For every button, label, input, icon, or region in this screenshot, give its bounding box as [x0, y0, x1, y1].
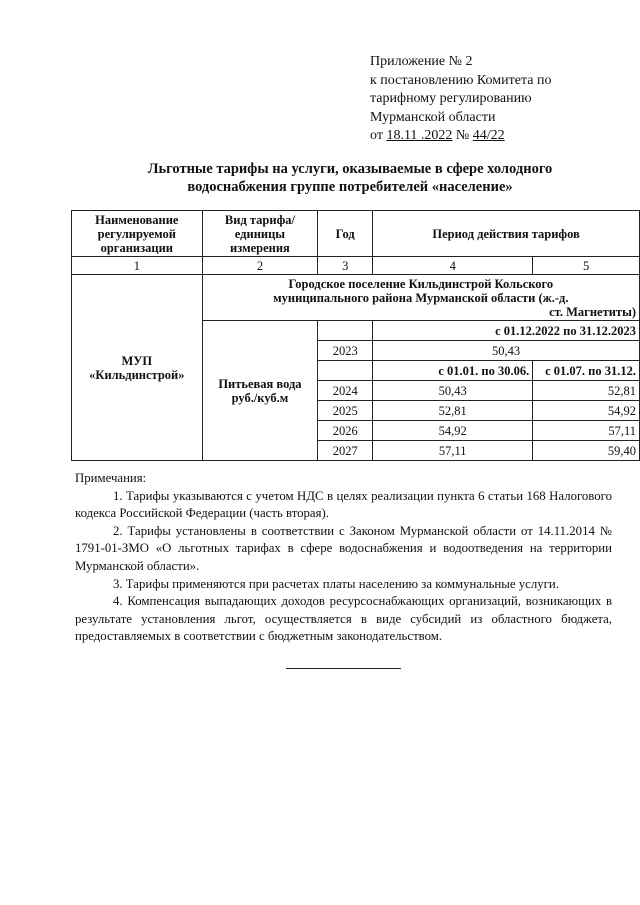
territory-line-2: муниципального района Мурманской области (ж.-д.	[273, 290, 569, 305]
period-h2: с 01.07. по 31.12.	[533, 361, 640, 381]
appendix-from: от	[370, 128, 387, 143]
value-cell: 57,11	[533, 421, 640, 441]
appendix-line-2: к постановлению Комитета по	[370, 72, 552, 88]
notes-section	[75, 470, 612, 646]
period-h1: с 01.01. по 30.06.	[373, 361, 533, 381]
appendix-line-1: Приложение № 2	[370, 54, 473, 69]
note-4: 4. Компенсация выпадающих доходов ресурсоснабжающих организаций, возникающих в результате установления льгот, осуществляется в виде субсидий из областного бюджета, предоставляемых в соответствии с бюджетным законодательством.	[75, 594, 612, 644]
territory-cell	[202, 275, 639, 321]
value-cell: 52,81	[373, 401, 533, 421]
title-line-1: Льготные тарифы на услуги, оказываемые в сфере холодного	[147, 161, 553, 177]
header-type: Вид тарифа/единицы измерения	[202, 211, 318, 257]
notes-heading: Примечания:	[75, 471, 147, 485]
tariff-type-line-1: Питьевая вода	[218, 376, 302, 391]
number-prefix: №	[452, 128, 473, 143]
tariff-type-cell	[202, 321, 318, 461]
col-number: 3	[318, 257, 373, 275]
year-cell: 2026	[318, 421, 373, 441]
value-cell: 54,92	[373, 421, 533, 441]
empty-cell	[318, 361, 373, 381]
resolution-number: 44/22	[472, 128, 505, 143]
org-name-cell	[72, 275, 203, 461]
appendix-line-3: тарифному регулированию	[370, 91, 532, 106]
col-number: 5	[533, 257, 640, 275]
territory-row	[72, 275, 640, 321]
col-number: 4	[373, 257, 533, 275]
appendix-line-4: Мурманской области	[370, 109, 496, 125]
tariff-type-line-2: руб./куб.м	[231, 390, 289, 405]
document-title	[70, 160, 630, 196]
value-cell: 50,43	[373, 381, 533, 401]
appendix-header	[370, 53, 551, 146]
year-cell: 2024	[318, 381, 373, 401]
note-2: 2. Тарифы установлены в соответствии с Законом Мурманской области от 14.11.2014 № 1791-01-ЗМО «О льготных тарифах в сфере водоснабжения и водоотведения на территории Мурманской области».	[75, 523, 612, 573]
year-cell: 2025	[318, 401, 373, 421]
org-name-line-1: МУП	[121, 353, 153, 368]
empty-cell	[318, 321, 373, 341]
year-cell: 2027	[318, 441, 373, 461]
value-cell: 59,40	[533, 441, 640, 461]
period-2023: с 01.12.2022 по 31.12.2023	[373, 321, 640, 341]
table-header-row	[72, 211, 640, 257]
value-cell: 57,11	[373, 441, 533, 461]
note-3: 3. Тарифы применяются при расчетах платы населению за коммунальные услуги.	[113, 576, 559, 591]
year-cell: 2023	[318, 341, 373, 361]
value-cell: 54,92	[533, 401, 640, 421]
territory-line-3: ст. Магнетиты)	[549, 304, 636, 319]
col-number: 1	[72, 257, 203, 275]
value-cell: 50,43	[373, 341, 640, 361]
tariff-table	[71, 210, 640, 461]
note-1: 1. Тарифы указываются с учетом НДС в целях реализации пункта 6 статьи 168 Налогового кодекса Российской Федерации (часть вторая).	[75, 488, 612, 521]
col-number: 2	[202, 257, 318, 275]
org-name-line-2: «Кильдинстрой»	[89, 367, 185, 382]
title-line-2: водоснабжения группе потребителей «население»	[187, 179, 513, 195]
territory-line-1: Городское поселение Кильдинстрой Кольского	[288, 276, 554, 291]
resolution-date: 18.11 .2022	[386, 128, 453, 143]
header-year: Год	[318, 211, 373, 257]
signature-line	[286, 668, 401, 669]
header-period: Период действия тарифов	[373, 211, 640, 257]
column-number-row	[72, 257, 640, 275]
header-org: Наименование регулируемой организации	[72, 211, 203, 257]
appendix-line-5	[370, 127, 551, 146]
value-cell: 52,81	[533, 381, 640, 401]
